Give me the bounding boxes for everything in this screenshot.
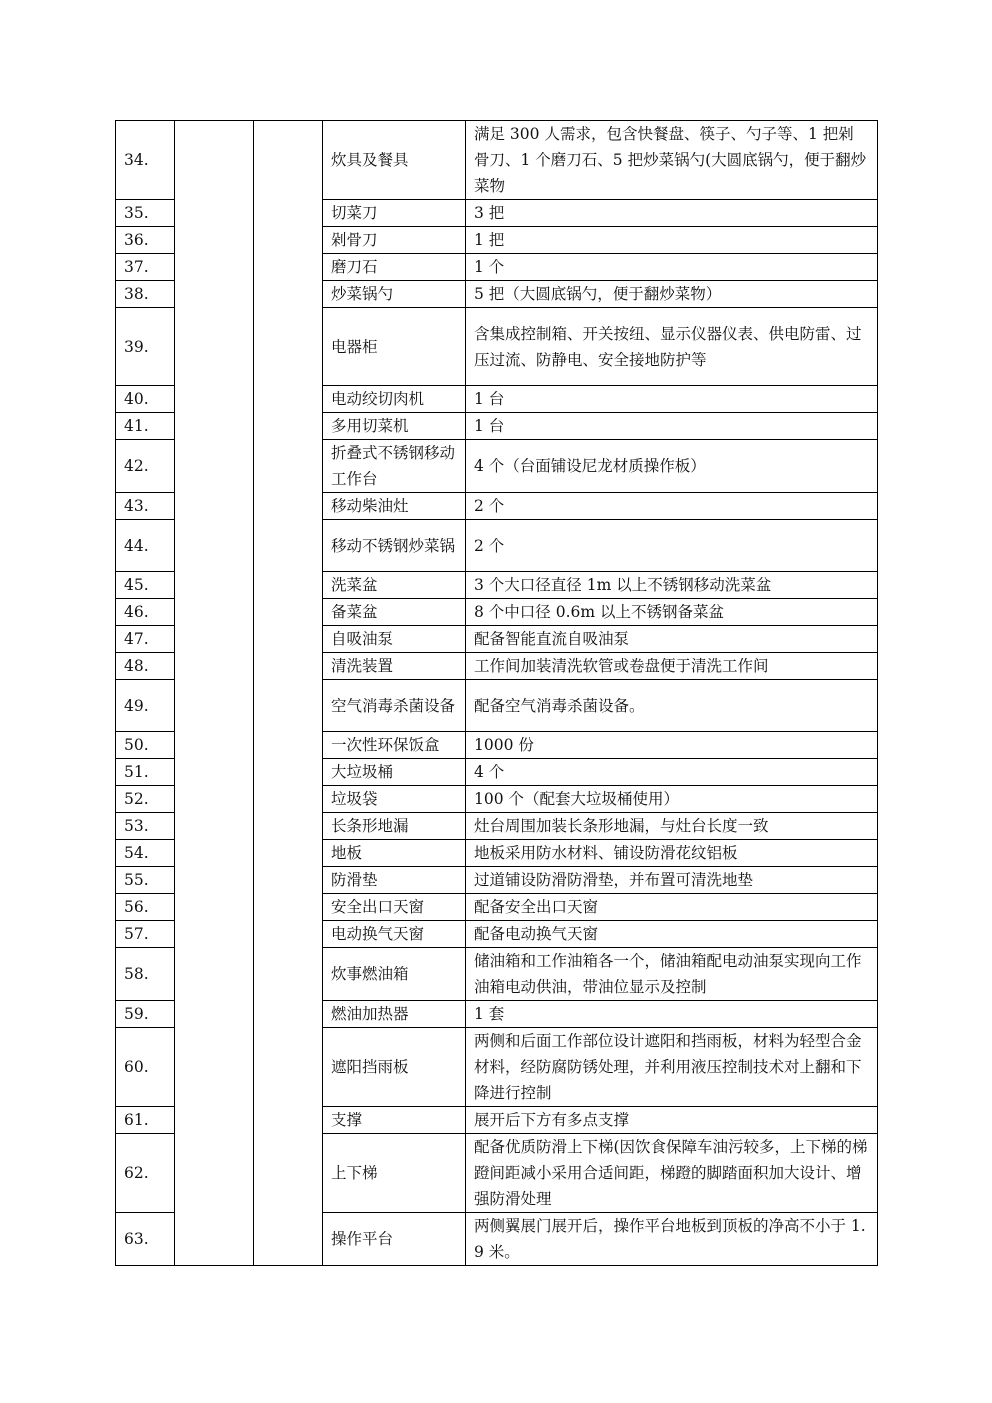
item-name: 长条形地漏 [323, 813, 466, 840]
item-description: 两侧翼展门展开后，操作平台地板到顶板的净高不小于 1.9 米。 [466, 1213, 878, 1266]
row-number: 41. [116, 413, 175, 440]
row-number: 50. [116, 732, 175, 759]
merged-blank-column-1 [175, 121, 254, 1266]
row-number: 63. [116, 1213, 175, 1266]
item-description: 配备空气消毒杀菌设备。 [466, 680, 878, 732]
item-name: 备菜盆 [323, 599, 466, 626]
item-description: 8 个中口径 0.6m 以上不锈钢备菜盆 [466, 599, 878, 626]
row-number: 39. [116, 308, 175, 386]
item-description: 1 台 [466, 413, 878, 440]
row-number: 43. [116, 493, 175, 520]
item-description: 储油箱和工作油箱各一个，储油箱配电动油泵实现向工作油箱电动供油，带油位显示及控制 [466, 948, 878, 1001]
item-name: 上下梯 [323, 1134, 466, 1213]
row-number: 55. [116, 867, 175, 894]
equipment-spec-table [115, 120, 878, 1266]
merged-blank-column-2 [254, 121, 323, 1266]
item-name: 清洗装置 [323, 653, 466, 680]
item-name: 洗菜盆 [323, 572, 466, 599]
item-description: 1 把 [466, 227, 878, 254]
row-number: 37. [116, 254, 175, 281]
item-description: 1 套 [466, 1001, 878, 1028]
item-description: 地板采用防水材料、铺设防滑花纹铝板 [466, 840, 878, 867]
item-name: 空气消毒杀菌设备 [323, 680, 466, 732]
row-number: 46. [116, 599, 175, 626]
item-description: 展开后下方有多点支撑 [466, 1107, 878, 1134]
item-name: 剁骨刀 [323, 227, 466, 254]
row-number: 53. [116, 813, 175, 840]
item-description: 4 个（台面铺设尼龙材质操作板） [466, 440, 878, 493]
item-description: 4 个 [466, 759, 878, 786]
item-description: 3 把 [466, 200, 878, 227]
item-name: 多用切菜机 [323, 413, 466, 440]
table-body [116, 121, 878, 1266]
item-description: 2 个 [466, 520, 878, 572]
row-number: 47. [116, 626, 175, 653]
item-description: 3 个大口径直径 1m 以上不锈钢移动洗菜盆 [466, 572, 878, 599]
item-name: 垃圾袋 [323, 786, 466, 813]
row-number: 49. [116, 680, 175, 732]
item-name: 电动换气天窗 [323, 921, 466, 948]
item-name: 磨刀石 [323, 254, 466, 281]
row-number: 62. [116, 1134, 175, 1213]
row-number: 58. [116, 948, 175, 1001]
item-description: 工作间加装清洗软管或卷盘便于清洗工作间 [466, 653, 878, 680]
item-name: 折叠式不锈钢移动工作台 [323, 440, 466, 493]
item-name: 炒菜锅勺 [323, 281, 466, 308]
item-name: 自吸油泵 [323, 626, 466, 653]
item-name: 电动绞切肉机 [323, 386, 466, 413]
row-number: 44. [116, 520, 175, 572]
item-description: 过道铺设防滑防滑垫，并布置可清洗地垫 [466, 867, 878, 894]
item-name: 炊具及餐具 [323, 121, 466, 200]
row-number: 38. [116, 281, 175, 308]
row-number: 42. [116, 440, 175, 493]
item-description: 1 台 [466, 386, 878, 413]
item-description: 配备电动换气天窗 [466, 921, 878, 948]
item-description: 满足 300 人需求，包含快餐盘、筷子、勺子等、1 把剁骨刀、1 个磨刀石、5 把炒菜锅勺(大圆底锅勺，便于翻炒菜物 [466, 121, 878, 200]
item-name: 电器柜 [323, 308, 466, 386]
row-number: 51. [116, 759, 175, 786]
item-name: 操作平台 [323, 1213, 466, 1266]
row-number: 35. [116, 200, 175, 227]
row-number: 52. [116, 786, 175, 813]
item-name: 地板 [323, 840, 466, 867]
item-description: 5 把（大圆底锅勺，便于翻炒菜物） [466, 281, 878, 308]
item-description: 含集成控制箱、开关按纽、显示仪器仪表、供电防雷、过压过流、防静电、安全接地防护等 [466, 308, 878, 386]
item-name: 遮阳挡雨板 [323, 1028, 466, 1107]
row-number: 59. [116, 1001, 175, 1028]
item-name: 移动不锈钢炒菜锅 [323, 520, 466, 572]
item-name: 支撑 [323, 1107, 466, 1134]
row-number: 61. [116, 1107, 175, 1134]
item-description: 配备优质防滑上下梯(因饮食保障车油污较多，上下梯的梯蹬间距减小采用合适间距，梯蹬的脚踏面积加大设计、增强防滑处理 [466, 1134, 878, 1213]
item-description: 两侧和后面工作部位设计遮阳和挡雨板，材料为轻型合金材料，经防腐防锈处理，并利用液压控制技术对上翻和下降进行控制 [466, 1028, 878, 1107]
item-name: 炊事燃油箱 [323, 948, 466, 1001]
item-name: 安全出口天窗 [323, 894, 466, 921]
item-description: 100 个（配套大垃圾桶使用） [466, 786, 878, 813]
row-number: 56. [116, 894, 175, 921]
item-name: 切菜刀 [323, 200, 466, 227]
item-name: 防滑垫 [323, 867, 466, 894]
row-number: 45. [116, 572, 175, 599]
item-description: 配备智能直流自吸油泵 [466, 626, 878, 653]
row-number: 54. [116, 840, 175, 867]
item-name: 一次性环保饭盒 [323, 732, 466, 759]
row-number: 60. [116, 1028, 175, 1107]
row-number: 57. [116, 921, 175, 948]
item-description: 灶台周围加装长条形地漏，与灶台长度一致 [466, 813, 878, 840]
row-number: 34. [116, 121, 175, 200]
row-number: 36. [116, 227, 175, 254]
table-row [116, 121, 878, 200]
item-name: 移动柴油灶 [323, 493, 466, 520]
item-description: 2 个 [466, 493, 878, 520]
row-number: 40. [116, 386, 175, 413]
item-description: 1 个 [466, 254, 878, 281]
item-name: 燃油加热器 [323, 1001, 466, 1028]
row-number: 48. [116, 653, 175, 680]
item-description: 配备安全出口天窗 [466, 894, 878, 921]
item-name: 大垃圾桶 [323, 759, 466, 786]
item-description: 1000 份 [466, 732, 878, 759]
